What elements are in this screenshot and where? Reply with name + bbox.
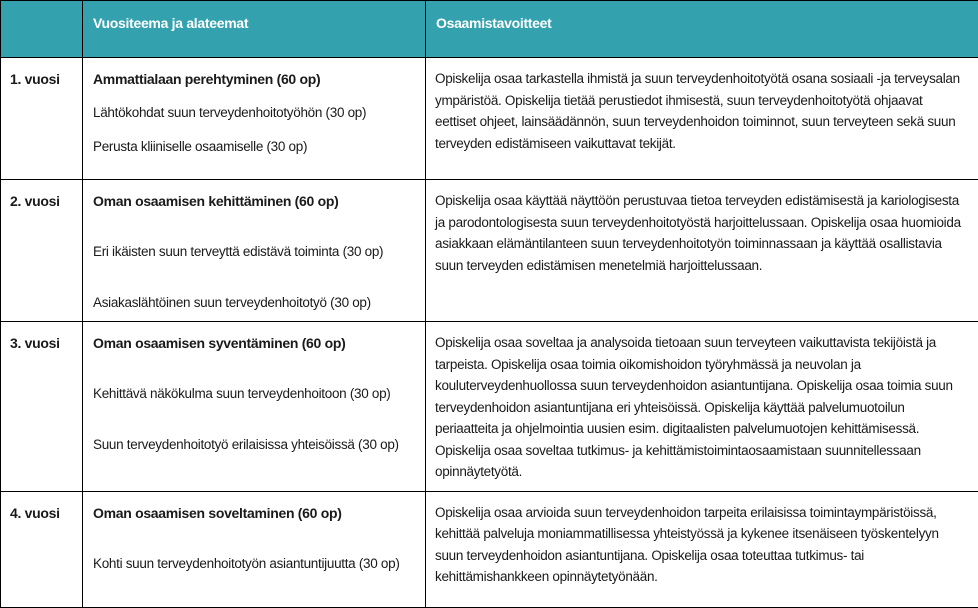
objectives-text: Opiskelija osaa tarkastella ihmistä ja suun terveydenhoitotyötä osana sosiaali -ja terveysalan ympäristöä. Opiskelija tietää perustiedot ihmisestä, suun terveydenhoitotyötä ohjaavat eettiset ohjeet, lainsäädännön, suun terveydenhoidon toiminnot, suun terveyteen sekä suun terveyden edistämiseen vaikuttavat tekijät. [435,68,966,154]
objectives-cell [426,58,978,180]
theme-title: Oman osaamisen kehittäminen (60 op) [93,191,413,211]
subtheme: Suun terveydenhoitotyö erilaisissa yhteisöissä (30 op) [93,435,413,455]
objectives-text: Opiskelija osaa arvioida suun terveydenhoidon tarpeita erilaisissa toimintaympäristöissä, kehittää palveluja moniammatillisessa yhteistyössä ja kykenee itsenäiseen työskentelyyn suun terveydenhoidon asiantuntijana. Opiskelija osaa toteuttaa tutkimus- tai kehittämishankkeen opinnäytetyönään. [435,502,966,588]
objectives-text: Opiskelija osaa soveltaa ja analysoida tietoaan suun terveyteen vaikuttavista tekijöistä ja tarpeista. Opiskelija osaa toimia oikomishoidon työryhmässä ja neuvolan ja kouluterveydenhuollossa suun terveydenhoidon asiantuntijana. Opiskelija osaa toimia suun terveydenhoidon asiantuntijana eri yhteisöissä. Opiskelija käyttää palvelumuotoilun periaatteita ja ohjelmointia uusien esim. digitaalisten palvelumuotojen kehittämisessä. Opiskelija osaa soveltaa tutkimus- ja kehittämistoimintaosaamistaan suunnitellessaan opinnäytetyötä. [435,332,966,483]
header-cell-themes: Vuositeema ja alateemat [83,1,426,58]
themes-cell [83,322,426,492]
objectives-cell [426,322,978,492]
year-label: 1. vuosi [1,58,83,180]
header-cell-objectives: Osaamistavoitteet [426,1,978,58]
themes-cell [83,180,426,322]
subtheme: Eri ikäisten suun terveyttä edistävä toiminta (30 op) [93,242,413,262]
year-label: 3. vuosi [1,322,83,492]
themes-cell [83,491,426,607]
year-label: 4. vuosi [1,491,83,607]
subtheme: Kehittävä näkökulma suun terveydenhoitoon (30 op) [93,384,413,404]
table-row [1,180,978,322]
table-row [1,322,978,492]
table-header [1,1,978,58]
objectives-text: Opiskelija osaa käyttää näyttöön perustuvaa tietoa terveyden edistämisestä ja kariologisesta ja parodontologisesta suun terveydenhoitotyöstä harjoittelussaan. Opiskelija osaa huomioida asiakkaan elämäntilanteen suun terveydenhoitotyön toiminnassaan ja käyttää osallistavia suun terveyden edistämisen menetelmiä harjoittelussaan. [435,190,966,276]
theme-title: Oman osaamisen syventäminen (60 op) [93,333,413,353]
table-row [1,58,978,180]
table-row [1,491,978,607]
year-label: 2. vuosi [1,180,83,322]
header-cell-year [1,1,83,58]
objectives-cell [426,180,978,322]
subtheme: Perusta kliiniselle osaamiselle (30 op) [93,137,413,157]
theme-title: Oman osaamisen soveltaminen (60 op) [93,503,413,523]
subtheme: Asiakaslähtöinen suun terveydenhoitotyö (30 op) [93,293,413,313]
subtheme: Kohti suun terveydenhoitotyön asiantuntijuutta (30 op) [93,554,413,574]
themes-cell [83,58,426,180]
theme-title: Ammattialaan perehtyminen (60 op) [93,69,413,89]
subtheme: Lähtökohdat suun terveydenhoitotyöhön (30 op) [93,103,413,123]
objectives-cell [426,491,978,607]
